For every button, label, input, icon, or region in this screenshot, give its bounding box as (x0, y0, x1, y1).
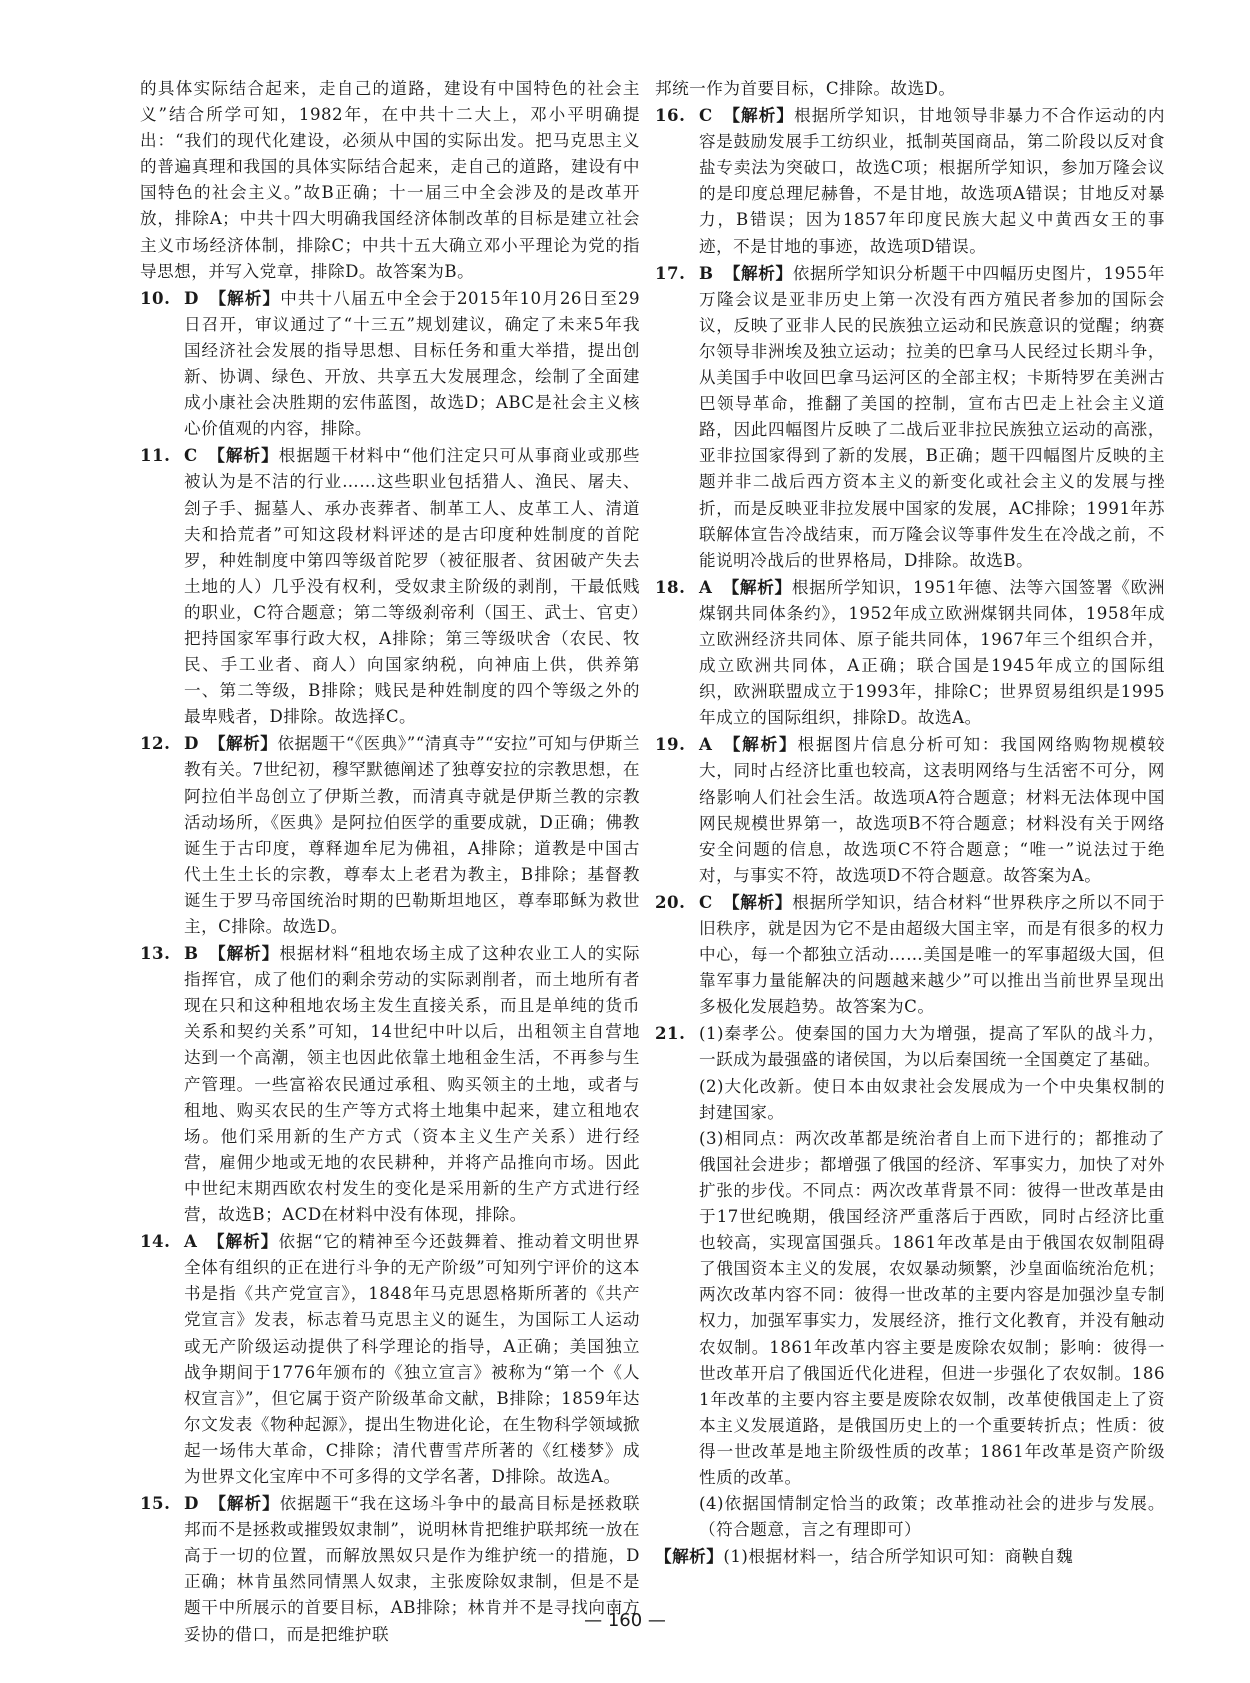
analysis-tag: 【解析】 (208, 1493, 280, 1514)
question-number: 16. (655, 105, 686, 126)
answer-letter: D (184, 287, 199, 308)
answer-letter: B (699, 262, 714, 283)
analysis-tag: 【解析】 (722, 891, 793, 912)
answer-letter: A (699, 734, 713, 755)
analysis-text: 根据所学知识，甘地领导非暴力不合作运动的内容是鼓励发展手工纺织业，抵制英国商品，第二阶段以反对食盐专卖法为突破口，故选C项；根据所学知识，参加万隆会议的是印度总理尼赫鲁，不是甘地，故选项A错误；甘地反对暴力，B错误；因为1857年印度民族大起义中黄西女王的事迹，不是甘地的事迹，故选项D错误。 (699, 106, 1166, 256)
right-column (655, 76, 1165, 1570)
answer-item (140, 940, 640, 1228)
question-number: 11. (140, 445, 171, 466)
question-number: 12. (140, 733, 171, 754)
question-number: 18. (655, 576, 686, 597)
analysis-tag: 【解析】 (722, 734, 798, 755)
answer-21-part-3: (3)相同点：两次改革都是统治者自上而下进行的；都推动了俄国社会进步；都增强了俄国的经济、军事实力，加快了对外扩张的步伐。不同点：两次改革背景不同：彼得一世改革是由于17世纪晚期，俄国经济严重落后于西欧，同时占经济比重也较高，实现富国强兵。1861年改革是由于俄国农奴制阻碍了俄国资本主义的发展，农奴暴动频繁，沙皇面临统治危机；两次改革内容不同：彼得一世改革的主要内容是加强沙皇专制权力，加强军事实力，发展经济，推行文化教育，并没有触动农奴制。1861年改革内容主要是废除农奴制；影响：彼得一世改革开启了俄国近代化进程，但进一步强化了农奴制。1861年改革的主要内容主要是废除农奴制，改革使俄国走上了资本主义发展道路，是俄国历史上的一个重要转折点；性质：彼得一世改革是地主阶级性质的改革；1861年改革是资产阶级性质的改革。 (699, 1128, 1165, 1487)
answer-item (140, 442, 640, 730)
analysis-tag: 【解析】 (655, 1546, 724, 1567)
analysis-text: 中共十八届五中全会于2015年10月26日至29日召开，审议通过了“十三五”规划建议，确定了未来5年我国经济社会发展的指导思想、目标任务和重大举措，提出创新、协调、绿色、开放、共享五大发展理念，绘制了全面建成小康社会决胜期的宏伟蓝图，故选D；ABC是社会主义核心价值观的内容，排除。 (184, 288, 640, 439)
question-number: 13. (140, 943, 171, 964)
answer-item (655, 889, 1165, 1020)
analysis-tag: 【解析】 (208, 733, 278, 754)
analysis-text: 根据题干材料中“他们注定只可从事商业或那些被认为是不洁的行业……这些职业包括猎人、渔民、屠夫、刽子手、掘墓人、承办丧葬者、制革工人、皮革工人、清道夫和拾荒者”可知这段材料评述的是古印度种姓制度的首陀罗，种姓制度中第四等级首陀罗（被征服者、贫困破产失去土地的人）几乎没有权利，受奴隶主阶级的剥削，干最低贱的职业，C符合题意；第二等级刹帝利（国王、武士、官吏）把持国家军事行政大权，A排除；第三等级吠舍（农民、牧民、手工业者、商人）向国家纳税，向神庙上供，供养第一、第二等级，B排除；贱民是种姓制度的四个等级之外的最卑贱者，D排除。故选择C。 (184, 446, 640, 727)
answer-letter: C (184, 445, 198, 466)
question-number: 19. (655, 734, 686, 755)
answer-letter: B (184, 943, 199, 964)
analysis-text: 依据所学知识分析题干中四幅历史图片，1955年万隆会议是亚非历史上第一次没有西方殖民者参加的国际会议，反映了亚非人民的民族独立运动和民族意识的觉醒；纳赛尔领导非洲埃及独立运动；拉美的巴拿马人民经过长期斗争，从美国手中收回巴拿马运河区的全部主权；卡斯特罗在美洲古巴领导革命，推翻了美国的控制，宣布古巴走上社会主义道路，因此四幅图片反映了二战后亚非拉民族独立运动的高涨，亚非拉国家得到了新的发展，B正确；题干四幅图片反映的主题并非二战后西方资本主义的新变化或社会主义的发展与挫折，而是反映亚非拉发展中国家的发展，AC排除；1991年苏联解体宣告冷战结束，而万隆会议等事件发生在冷战之前，不能说明冷战后的世界格局，D排除。故选B。 (699, 263, 1166, 570)
left-column (140, 76, 640, 1648)
continued-answer-9: 的具体实际结合起来，走自己的道路，建设有中国特色的社会主义”结合所学可知，1982年，在中共十二大上，邓小平明确提出：“我们的现代化建设，必须从中国的实际出发。把马克思主义的普遍真理和我国的具体实际结合起来，走自己的道路，建设有中国特色的社会主义。”故B正确；十一届三中全会涉及的是改革开放，排除A；中共十四大明确我国经济体制改革的目标是建立社会主义市场经济体制，排除C；中共十五大确立邓小平理论为党的指导思想，并写入党章，排除D。故答案为B。 (140, 79, 640, 281)
analysis-tag: 【解析】 (722, 105, 795, 126)
analysis-text: 依据题干“《医典》”“清真寺”“安拉”可知与伊斯兰教有关。7世纪初，穆罕默德阐述了独尊安拉的宗教思想，在阿拉伯半岛创立了伊斯兰教，而清真寺就是伊斯兰教的宗教活动场所，《医典》是阿拉伯医学的重要成就，D正确；佛教诞生于古印度，尊释迦牟尼为佛祖，A排除；道教是中国古代土生土长的宗教，尊奉太上老君为教主，B排除；基督教诞生于罗马帝国统治时期的巴勒斯坦地区，尊奉耶稣为救世主，C排除。故选D。 (184, 734, 640, 936)
analysis-tag: 【解析】 (208, 943, 280, 964)
answer-21-part-2: (2)大化改新。使日本由奴隶社会发展成为一个中央集权制的封建国家。 (699, 1076, 1165, 1122)
answer-item (655, 574, 1165, 732)
answer-item (140, 730, 640, 940)
answer-letter: D (184, 733, 199, 754)
left-answer-list (140, 285, 640, 1648)
analysis-tag: 【解析】 (207, 445, 279, 466)
page-number: — 160 — (584, 1610, 666, 1631)
answer-21-part-1: 21. (1)秦孝公。使秦国的国力大为增强，提高了军队的战斗力，一跃成为最强盛的诸侯国，为以后秦国统一全国奠定了基础。 (655, 1020, 1165, 1073)
analysis-text: 依据“它的精神至今还鼓舞着、推动着文明世界全体有组织的正在进行斗争的无产阶级”可知列宁评价的这本书是指《共产党宣言》，1848年马克思恩格斯所著的《共产党宣言》发表，标志着马克思主义的诞生，为国际工人运动或无产阶级运动提供了科学理论的指导，A正确；美国独立战争期间于1776年颁布的《独立宣言》被称为“第一个《人权宣言》”，但它属于资产阶级革命文献，B排除；1859年达尔文发表《物种起源》，提出生物进化论，在生物科学领域掀起一场伟大革命，C排除；清代曹雪芹所著的《红楼梦》成为世界文化宝库中不可多得的文学名著，D排除。故选A。 (184, 1232, 641, 1486)
analysis-text: 根据材料“租地农场主成了这种农业工人的实际指挥官，成了他们的剩余劳动的实际剥削者，而土地所有者现在只和这种租地农场主发生直接关系，而且是单纯的货币关系和契约关系”可知，14世纪中叶以后，出租领主自营地达到一个高潮，领主也因此依靠土地租金生活，不再参与生产管理。一些富裕农民通过承租、购买领主的土地，或者与租地、购买农民的生产等方式将土地集中起来，建立租地农场。他们采用新的生产方式（资本主义生产关系）进行经营，雇佣少地或无地的农民耕种，并将产品推向市场。因此中世纪末期西欧农村发生的变化是采用新的生产方式进行经营，故选B；ACD在材料中没有体现，排除。 (184, 944, 641, 1225)
analysis-text: 根据图片信息分析可知：我国网络购物规模较大，同时占经济比重也较高，这表明网络与生活密不可分，网络影响人们社会生活。故选项A符合题意；材料无法体现中国网民规模世界第一，故选项B不符合题意；材料没有关于网络安全问题的信息，故选项C不符合题意；“唯一”说法过于绝对，与事实不符，故选项D不符合题意。故答案为A。 (699, 735, 1166, 885)
question-number: 10. (140, 287, 171, 308)
answer-letter: D (184, 1493, 199, 1514)
answer-item (140, 1228, 640, 1490)
answer-item (140, 285, 640, 443)
answer-item (655, 102, 1165, 260)
analysis-text: 依据题干“我在这场斗争中的最高目标是拯救联邦而不是拯救或摧毁奴隶制”，说明林肯把维护联邦统一放在高于一切的位置，而解放黑奴只是作为维护统一的措施，D正确；林肯虽然同情黑人奴隶，主张废除奴隶制，但是不是题干中所展示的首要目标，AB排除；林肯并不是寻找向南方妥协的借口，而是把维护联 (184, 1494, 640, 1644)
analysis-tag: 【解析】 (722, 576, 792, 597)
right-answer-list (655, 102, 1165, 1020)
answer-letter: A (184, 1231, 198, 1252)
answer-21-part-4: (4)依据国情制定恰当的政策；改革推动社会的进步与发展。（符合题意，言之有理即可） (699, 1494, 1165, 1540)
question-number: 20. (655, 891, 686, 912)
answer-item (655, 260, 1165, 574)
analysis-tag: 【解析】 (723, 262, 793, 283)
question-number: 14. (140, 1231, 171, 1252)
answer-letter: A (699, 576, 713, 597)
analysis-text: 根据所学知识，结合材料“世界秩序之所以不同于旧秩序，就是因为它不是由超级大国主宰，而是有很多的权力中心，每一个都独立活动……美国是唯一的军事超级大国，但靠军事力量能解决的问题越来越少”可以推出当前世界呈现出多极化发展趋势。故答案为C。 (699, 892, 1166, 1017)
answer-item (655, 731, 1165, 889)
answer-21 (655, 1020, 1165, 1570)
question-number: 17. (655, 262, 686, 283)
answer-letter: C (699, 891, 713, 912)
continued-answer-15: 邦统一作为首要目标，C排除。故选D。 (655, 79, 956, 98)
analysis-tag: 【解析】 (207, 1231, 279, 1252)
answer-21-analysis: 【解析】(1)根据材料一，结合所学知识可知：商鞅自魏 (655, 1546, 1074, 1567)
question-number: 21. (655, 1023, 686, 1044)
question-number: 15. (140, 1493, 171, 1514)
analysis-tag: 【解析】 (208, 287, 281, 308)
answer-letter: C (699, 105, 713, 126)
analysis-text: 根据所学知识，1951年德、法等六国签署《欧洲煤钢共同体条约》，1952年成立欧洲煤钢共同体，1958年成立欧洲经济共同体、原子能共同体，1967年三个组织合并，成立欧洲共同体，A正确；联合国是1945年成立的国际组织，欧洲联盟成立于1993年，排除C；世界贸易组织是1995年成立的国际组织，排除D。故选A。 (699, 577, 1165, 728)
